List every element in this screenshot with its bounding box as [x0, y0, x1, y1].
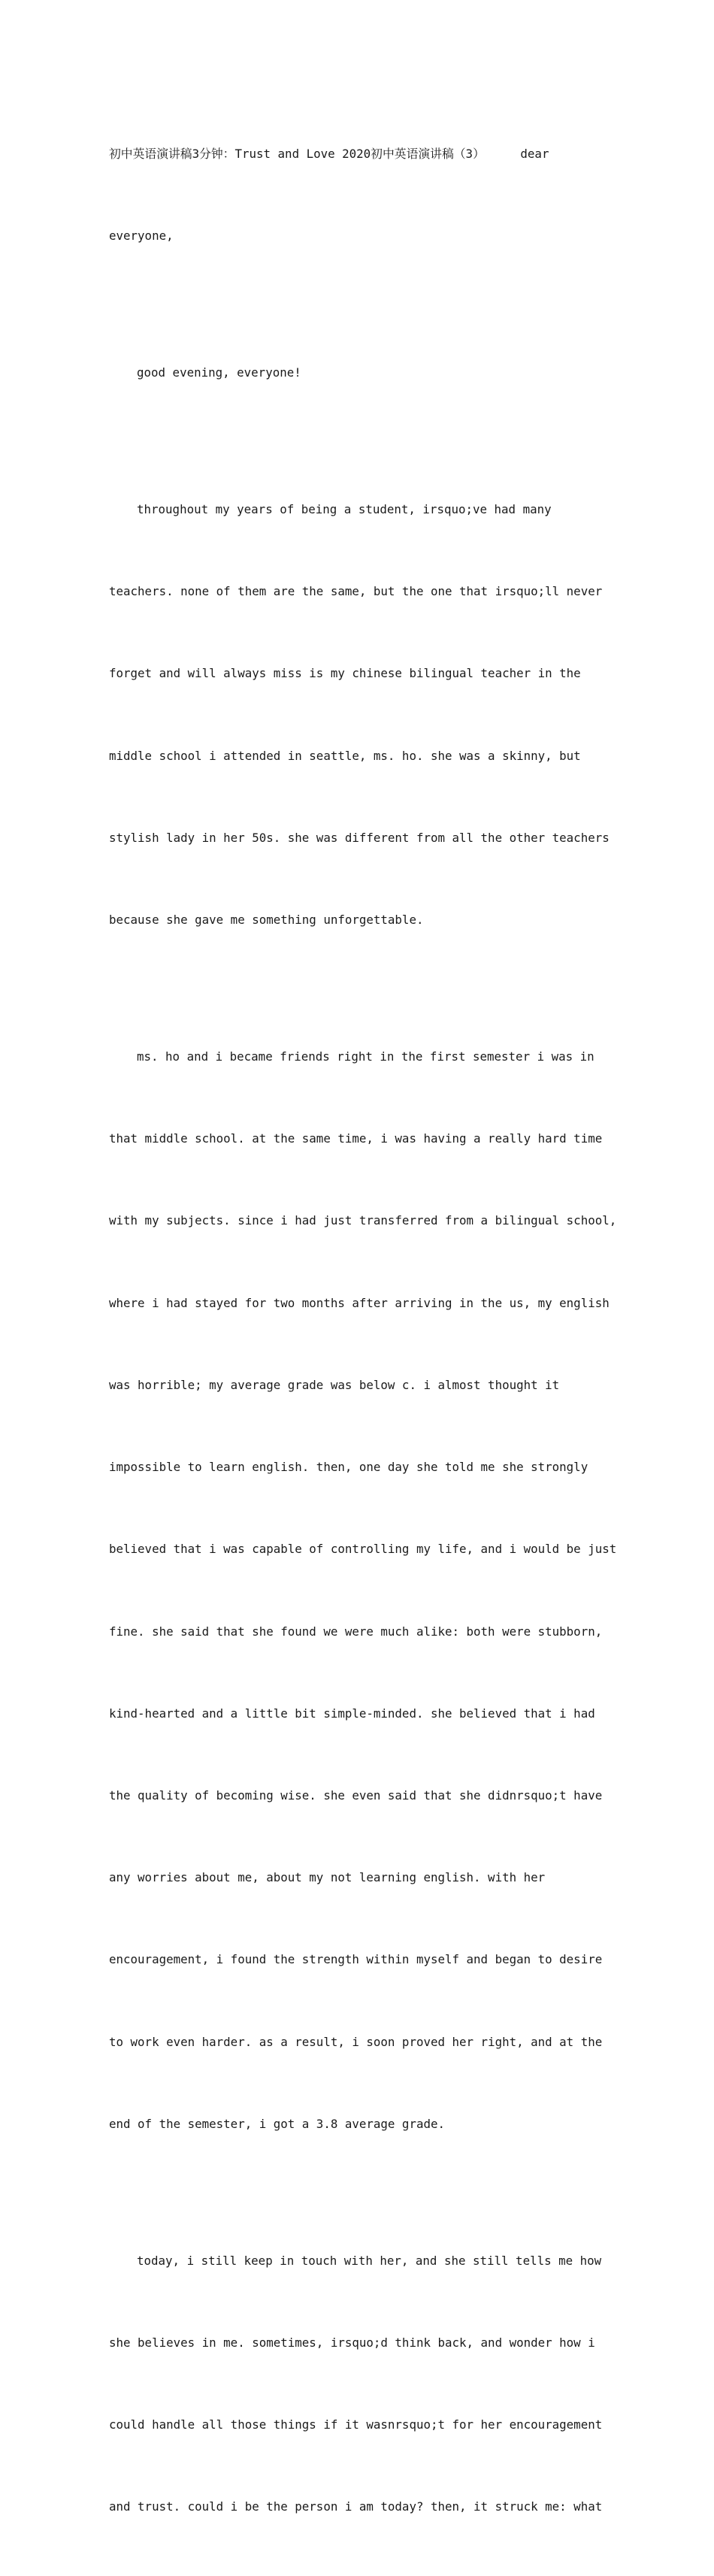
text-line: throughout my years of being a student, irsquo;ve had many — [137, 502, 552, 517]
paragraph-teachers — [109, 441, 609, 988]
text-line: stylish lady in her 50s. she was different from all the other teachers — [109, 830, 610, 845]
document-body — [109, 86, 617, 2576]
paragraph-greeting — [109, 304, 609, 441]
text-line: with my subjects. since i had just transferred from a bilingual school, — [109, 1213, 617, 1228]
text-line: the quality of becoming wise. she even said that she didnrsquo;t have — [109, 1787, 603, 1803]
text-line: encouragement, i found the strength within myself and began to desire — [109, 1952, 603, 1967]
heading-line: 初中英语演讲稿3分钟：Trust and Love 2020初中英语演讲稿（3） dear — [109, 146, 549, 161]
heading-line: everyone, — [109, 229, 174, 244]
paragraph-today — [109, 2193, 609, 2576]
text-line: ms. ho and i became friends right in the first semester i was in — [137, 1049, 594, 1064]
text-line: forget and will always miss is my chinese bilingual teacher in the — [109, 666, 581, 681]
text-line: today, i still keep in touch with her, and she still tells me how — [137, 2253, 602, 2268]
text-line: any worries about me, about my not learning english. with her — [109, 1870, 546, 1885]
heading-paragraph — [109, 86, 609, 304]
text-line: impossible to learn english. then, one day she told me she strongly — [109, 1460, 588, 1475]
text-line: good evening, everyone! — [137, 365, 301, 380]
text-line: teachers. none of them are the same, but the one that irsquo;ll never — [109, 584, 603, 599]
text-line: she believes in me. sometimes, irsquo;d think back, and wonder how i — [109, 2335, 595, 2350]
text-line: fine. she said that she found we were much alike: both were stubborn, — [109, 1624, 603, 1639]
text-line: to work even harder. as a result, i soon proved her right, and at the — [109, 2034, 603, 2049]
text-line: kind-hearted and a little bit simple-minded. she believed that i had — [109, 1706, 595, 1721]
text-line: because she gave me something unforgettable. — [109, 913, 424, 928]
text-line: where i had stayed for two months after arriving in the us, my english — [109, 1295, 610, 1310]
paragraph-friendship — [109, 988, 617, 2193]
text-line: middle school i attended in seattle, ms. ho. she was a skinny, but — [109, 748, 581, 763]
text-line: and trust. could i be the person i am today? then, it struck me: what — [109, 2499, 603, 2514]
text-line: believed that i was capable of controlling my life, and i would be just — [109, 1542, 617, 1557]
text-line: was horrible; my average grade was below c. i almost thought it — [109, 1377, 560, 1392]
text-line: that middle school. at the same time, i was having a really hard time — [109, 1131, 603, 1146]
text-line: could handle all those things if it wasnrsquo;t for her encouragement — [109, 2417, 603, 2432]
text-line: end of the semester, i got a 3.8 average grade. — [109, 2116, 445, 2131]
